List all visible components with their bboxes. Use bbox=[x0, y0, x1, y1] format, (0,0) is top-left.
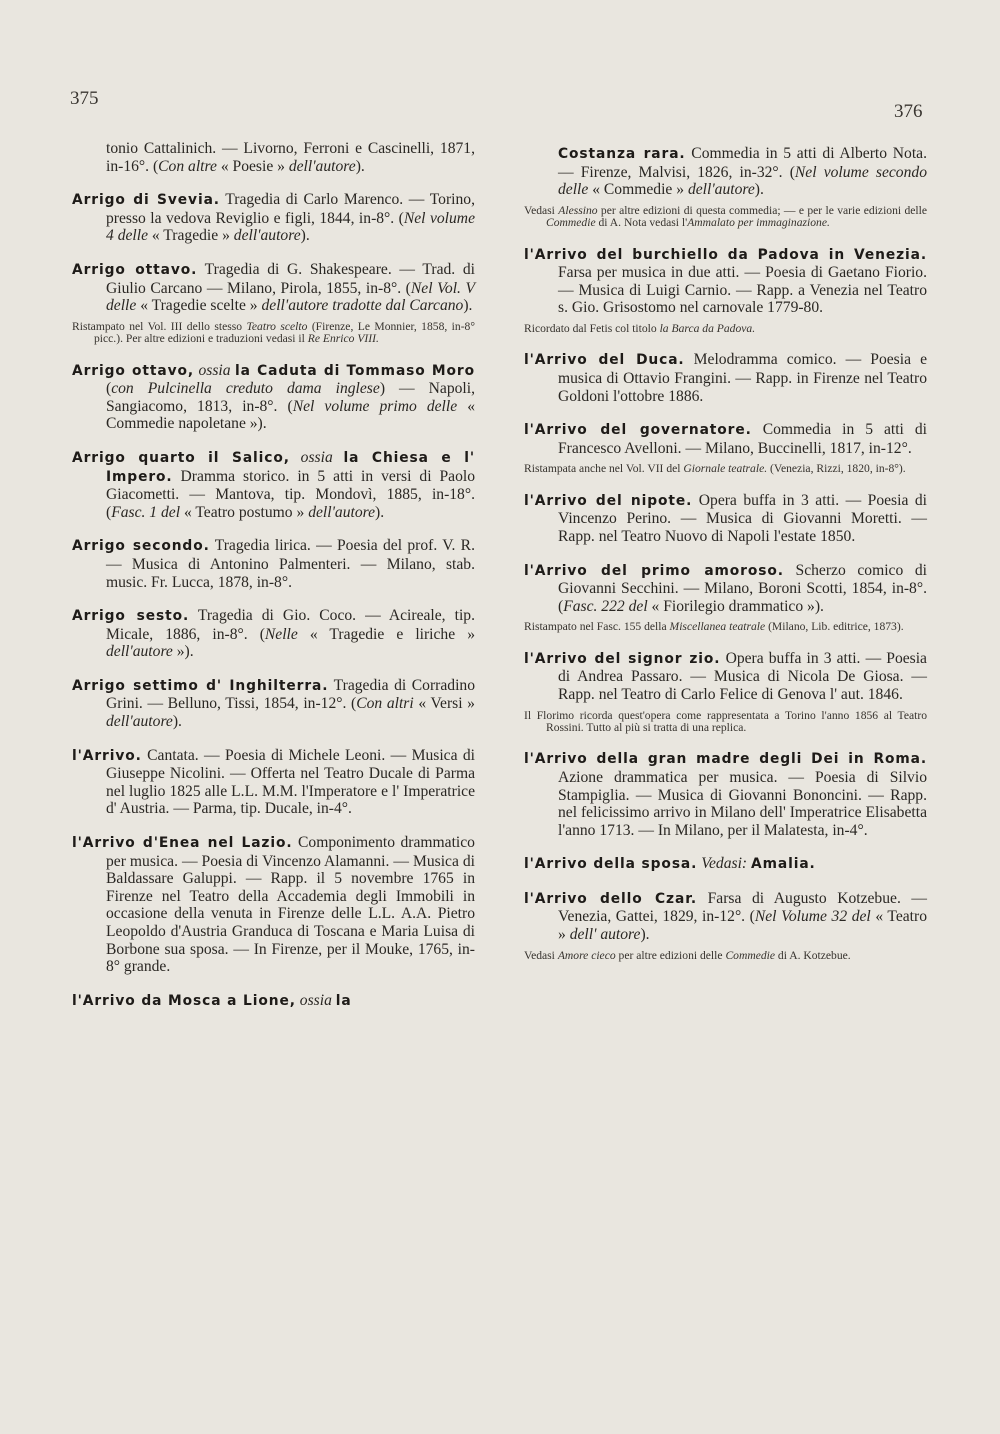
italic-text: Fasc. 1 del bbox=[111, 503, 181, 521]
entry-note bbox=[524, 463, 927, 475]
italic-text: ossia bbox=[299, 991, 332, 1009]
left-column bbox=[72, 140, 475, 1026]
entry-text: Ristampato nel Vol. III dello stesso bbox=[72, 319, 247, 333]
dictionary-entry bbox=[524, 650, 927, 704]
italic-text: dell'autore tradotte dal Carcano bbox=[261, 297, 464, 315]
italic-text: dell'autore bbox=[106, 713, 173, 731]
entry-text: Scherzo comico di Giovanni Secchini. — Milano, Boroni Scotti, 1854, in-8°. ( bbox=[558, 561, 927, 615]
entry-text: « Commedie napoletane »). bbox=[106, 397, 475, 433]
entry-headword: l'Arrivo del signor zio. bbox=[524, 650, 721, 667]
italic-text: ossia bbox=[300, 448, 333, 466]
entry-headword: Arrigo quarto il Salico, bbox=[72, 449, 290, 466]
italic-text: Con altri bbox=[356, 695, 414, 713]
entry-text: Commedia in 5 atti di Francesco Avelloni. — Milano, Buccinelli, 1817, in-12°. bbox=[558, 421, 927, 457]
entry-text: « Teatro » bbox=[558, 908, 927, 944]
italic-text: Nel volume primo delle bbox=[292, 397, 458, 415]
entry-text: Farsa di Augusto Kotzebue. — Venezia, Gattei, 1829, in-12°. ( bbox=[558, 889, 927, 926]
entry-text: Il Florimo ricorda quest'opera come rappresentata a Torino l'anno 1856 al Teatro Rossini. Tutto al più si tratta di una replica. bbox=[524, 708, 927, 734]
entry-text bbox=[333, 449, 344, 466]
entry-headword: Arrigo ottavo. bbox=[72, 261, 198, 278]
entry-text: Tragedia di G. Shakespeare. — Trad. di Giulio Carcano — Milano, Pirola, 1855, in-8°. ( bbox=[106, 260, 476, 297]
italic-text: dell' autore bbox=[569, 926, 641, 944]
dictionary-entry bbox=[524, 855, 927, 874]
dictionary-entry bbox=[524, 351, 927, 405]
italic-text: Vedasi: bbox=[701, 855, 748, 873]
italic-text: dell'autore bbox=[233, 227, 301, 245]
entry-headword: Arrigo di Svevia. bbox=[72, 192, 220, 209]
entry-headword: la bbox=[335, 992, 352, 1009]
italic-text: Commedie bbox=[725, 948, 776, 962]
entry-text: « Tragedie e liriche » bbox=[297, 625, 475, 643]
italic-text: ossia bbox=[198, 361, 231, 379]
dictionary-entry bbox=[524, 145, 927, 199]
entry-headword: Amalia. bbox=[751, 856, 816, 873]
italic-text: Nel Volume 32 del bbox=[754, 908, 871, 926]
italic-text: Re Enrico VIII. bbox=[307, 332, 379, 346]
entry-headword: Arrigo settimo d' Inghilterra. bbox=[72, 677, 329, 694]
dictionary-entry bbox=[72, 537, 475, 591]
entry-text: Tragedia di Corradino Grini. — Belluno, Tissi, 1854, in-12°. ( bbox=[106, 676, 475, 713]
italic-text: Nel Vol. V delle bbox=[106, 279, 475, 315]
entry-text: di A. Nota vedasi l' bbox=[595, 216, 688, 230]
entry-text: « Commedie » bbox=[588, 181, 688, 199]
entry-text: Cantata. — Poesia di Michele Leoni. — Musica di Giuseppe Nicolini. — Offerta nel Teatro Ducale di Parma nel luglio 1825 alle L.L. M.M. l'Imperatore e l' Imperatrice d' Austria. — Parma, tip. Ducale, in-4°. bbox=[106, 746, 475, 818]
dictionary-entry bbox=[72, 261, 475, 315]
entry-text: Opera buffa in 3 atti. — Poesia di Andrea Passaro. — Musica di Nicola De Giosa. — Rapp. nel Teatro di Carlo Felice di Genova l' aut. 1846. bbox=[558, 649, 927, 703]
entry-text: « Tragedie scelte » bbox=[136, 297, 262, 315]
dictionary-entry bbox=[524, 492, 927, 546]
entry-text: Commedia in 5 atti di Alberto Nota. — Firenze, Malvisi, 1826, in-32°. ( bbox=[558, 145, 927, 181]
entry-text: Tragedia di Gio. Coco. — Acireale, tip. Micale, 1886, in-8°. ( bbox=[106, 607, 475, 643]
dictionary-entry bbox=[524, 750, 927, 839]
italic-text: Nel volume secondo delle bbox=[558, 163, 927, 199]
dictionary-entry bbox=[524, 246, 927, 317]
entry-note bbox=[524, 710, 927, 735]
italic-text: Amore cieco bbox=[557, 948, 616, 962]
italic-text: Nel volume 4 delle bbox=[106, 209, 475, 245]
entry-text: »). bbox=[172, 643, 194, 661]
entry-text: ). bbox=[640, 926, 650, 944]
dictionary-entry bbox=[72, 362, 475, 433]
entry-text: « Poesie » bbox=[216, 157, 289, 175]
entry-headword: l'Arrivo del primo amoroso. bbox=[524, 562, 784, 579]
entry-headword: l'Arrivo del governatore. bbox=[524, 422, 752, 439]
entry-headword: la Chiesa e l' Impero. bbox=[106, 449, 475, 485]
entry-text: (Venezia, Rizzi, 1820, in-8°). bbox=[767, 462, 906, 476]
entry-headword: l'Arrivo d'Enea nel Lazio. bbox=[72, 835, 293, 852]
dictionary-entry bbox=[72, 191, 475, 245]
dictionary-entry bbox=[72, 834, 475, 976]
page-number-left: 375 bbox=[70, 88, 99, 109]
entry-text: per altre edizioni di questa commedia; — e per le varie edizioni delle bbox=[597, 203, 927, 217]
italic-text: Teatro scelto bbox=[246, 319, 308, 333]
italic-text: Ammalato per immaginazione. bbox=[687, 216, 830, 230]
entry-text: « Teatro postumo » bbox=[180, 503, 309, 521]
entry-headword: Arrigo secondo. bbox=[72, 538, 210, 555]
entry-note bbox=[524, 950, 927, 962]
dictionary-entry bbox=[524, 890, 927, 944]
entry-note bbox=[524, 205, 927, 230]
entry-note bbox=[524, 621, 927, 633]
entry-text: Vedasi bbox=[524, 203, 559, 217]
right-column bbox=[524, 145, 927, 978]
entry-text: Ricordato dal Fetis col titolo bbox=[524, 321, 660, 335]
italic-text: dell'autore bbox=[288, 157, 356, 175]
entry-text: Farsa per musica in due atti. — Poesia di Gaetano Fiorio. — Musica di Luigi Carnio. — Rapp. a Venezia nel Teatro s. Gio. Grisostomo nel carnovale 1779-80. bbox=[558, 264, 927, 317]
entry-headword: Arrigo sesto. bbox=[72, 608, 190, 625]
entry-headword: l'Arrivo della gran madre degli Dei in Roma. bbox=[524, 751, 927, 768]
entry-headword: Arrigo ottavo, bbox=[72, 362, 195, 379]
page-number-right: 376 bbox=[894, 101, 923, 122]
entry-headword: Costanza rara. bbox=[558, 146, 686, 162]
entry-text: Azione drammatica per musica. — Poesia di Silvio Stampiglia. — Musica di Giovanni Bononcini. — Rapp. nel felicissimo arrivo in Milano dell' Imperatrice Elisabetta l'anno 1713. — In Milano, per il Malatesta, in-4°. bbox=[558, 768, 927, 839]
italic-text: dell'autore bbox=[687, 181, 755, 199]
entry-text: ). bbox=[754, 181, 764, 199]
entry-headword: l'Arrivo dello Czar. bbox=[524, 890, 698, 907]
entry-text: (Firenze, Le Monnier, 1858, in-8° picc.). Per altre edizioni e traduzioni vedasi il bbox=[94, 319, 475, 346]
italic-text: Giornale teatrale. bbox=[683, 462, 768, 476]
dictionary-entry bbox=[524, 421, 927, 457]
dictionary-entry bbox=[72, 449, 475, 521]
italic-text: Fasc. 222 del bbox=[563, 597, 648, 615]
entry-text: « Fiorilegio drammatico »). bbox=[647, 597, 824, 615]
entry-text: ). bbox=[375, 503, 385, 521]
entry-headword: l'Arrivo del nipote. bbox=[524, 492, 693, 509]
entry-text: ) — Napoli, Sangiacomo, 1813, in-8°. ( bbox=[106, 380, 475, 415]
entry-note bbox=[72, 321, 475, 346]
entry-text: ). bbox=[172, 713, 182, 731]
entry-text: Vedasi bbox=[524, 948, 558, 962]
dictionary-entry bbox=[72, 677, 475, 731]
entry-note bbox=[524, 323, 927, 335]
entry-text: tonio Cattalinich. — Livorno, Ferroni e Cascinelli, 1871, in-16°. ( bbox=[106, 140, 475, 175]
italic-text: Alessino bbox=[558, 203, 598, 217]
dictionary-entry bbox=[72, 747, 475, 818]
italic-text: Commedie bbox=[546, 216, 596, 230]
italic-text: Con altre bbox=[158, 157, 217, 175]
entry-text bbox=[290, 449, 301, 466]
entry-text: Componimento drammatico per musica. — Poesia di Vincenzo Alamanni. — Musica di Baldassare Galuppi. — Rapp. il 5 novembre 1765 in Firenze nel Teatro della Accademia degli Immobili in occasione della venuta in Firenze delle L.L. A.A. Pietro Leopoldo d'Austria Granduca di Toscana e Maria Luisa di Borbone sua sposa. — In Firenze, per il Mouke, 1765, in-8° grande. bbox=[106, 834, 475, 976]
entry-text: Tragedia di Carlo Marenco. — Torino, presso la vedova Reviglio e figli, 1844, in-8°. ( bbox=[106, 191, 475, 227]
entry-text: ). bbox=[463, 297, 473, 315]
entry-headword: la Caduta di Tommaso Moro bbox=[235, 362, 475, 379]
dictionary-entry bbox=[72, 607, 475, 661]
entry-headword: l'Arrivo del Duca. bbox=[524, 352, 685, 369]
dictionary-entry bbox=[72, 140, 475, 175]
italic-text: la Barca da Padova. bbox=[659, 321, 756, 335]
italic-text: Miscellanea teatrale bbox=[669, 620, 766, 634]
entry-text: « Tragedie » bbox=[148, 227, 234, 245]
entry-text: ( bbox=[106, 380, 112, 398]
entry-headword: l'Arrivo del burchiello da Padova in Venezia. bbox=[524, 246, 927, 263]
entry-text: per altre edizioni delle bbox=[615, 948, 726, 962]
entry-text: Tragedia lirica. — Poesia del prof. V. R. — Musica di Antonino Palmenteri. — Milano, stab. music. Fr. Lucca, 1878, in-8°. bbox=[106, 537, 475, 591]
italic-text: dell'autore bbox=[308, 503, 376, 521]
italic-text: dell'autore bbox=[106, 643, 173, 661]
entry-text: ). bbox=[300, 227, 310, 245]
entry-text: Melodramma comico. — Poesia e musica di Ottavio Frangini. — Rapp. in Firenze nel Teatro Goldoni l'ottobre 1886. bbox=[558, 351, 927, 405]
entry-headword: l'Arrivo da Mosca a Lione, bbox=[72, 992, 296, 1009]
entry-text: « Versi » bbox=[413, 695, 475, 713]
italic-text: Nelle bbox=[264, 625, 298, 643]
entry-text: Ristampata anche nel Vol. VII del bbox=[524, 462, 684, 476]
entry-text: ). bbox=[355, 157, 365, 175]
dictionary-entry bbox=[72, 992, 475, 1011]
italic-text: con Pulcinella creduto dama inglese bbox=[111, 380, 380, 398]
entry-text: (Milano, Lib. editrice, 1873). bbox=[765, 620, 904, 634]
entry-text: Dramma storico. in 5 atti in versi di Paolo Giacometti. — Mantova, tip. Mondovì, 1885, in-18°. ( bbox=[106, 467, 475, 521]
entry-text: Ristampato nel Fasc. 155 della bbox=[524, 620, 670, 634]
dictionary-entry bbox=[524, 562, 927, 616]
entry-headword: l'Arrivo. bbox=[72, 747, 142, 764]
entry-headword: l'Arrivo della sposa. bbox=[524, 856, 698, 873]
entry-text: Opera buffa in 3 atti. — Poesia di Vincenzo Perino. — Musica di Giovanni Moretti. — Rapp. nel Teatro Nuovo di Napoli l'estate 1850. bbox=[558, 491, 927, 545]
entry-text: di A. Kotzebue. bbox=[775, 948, 851, 962]
